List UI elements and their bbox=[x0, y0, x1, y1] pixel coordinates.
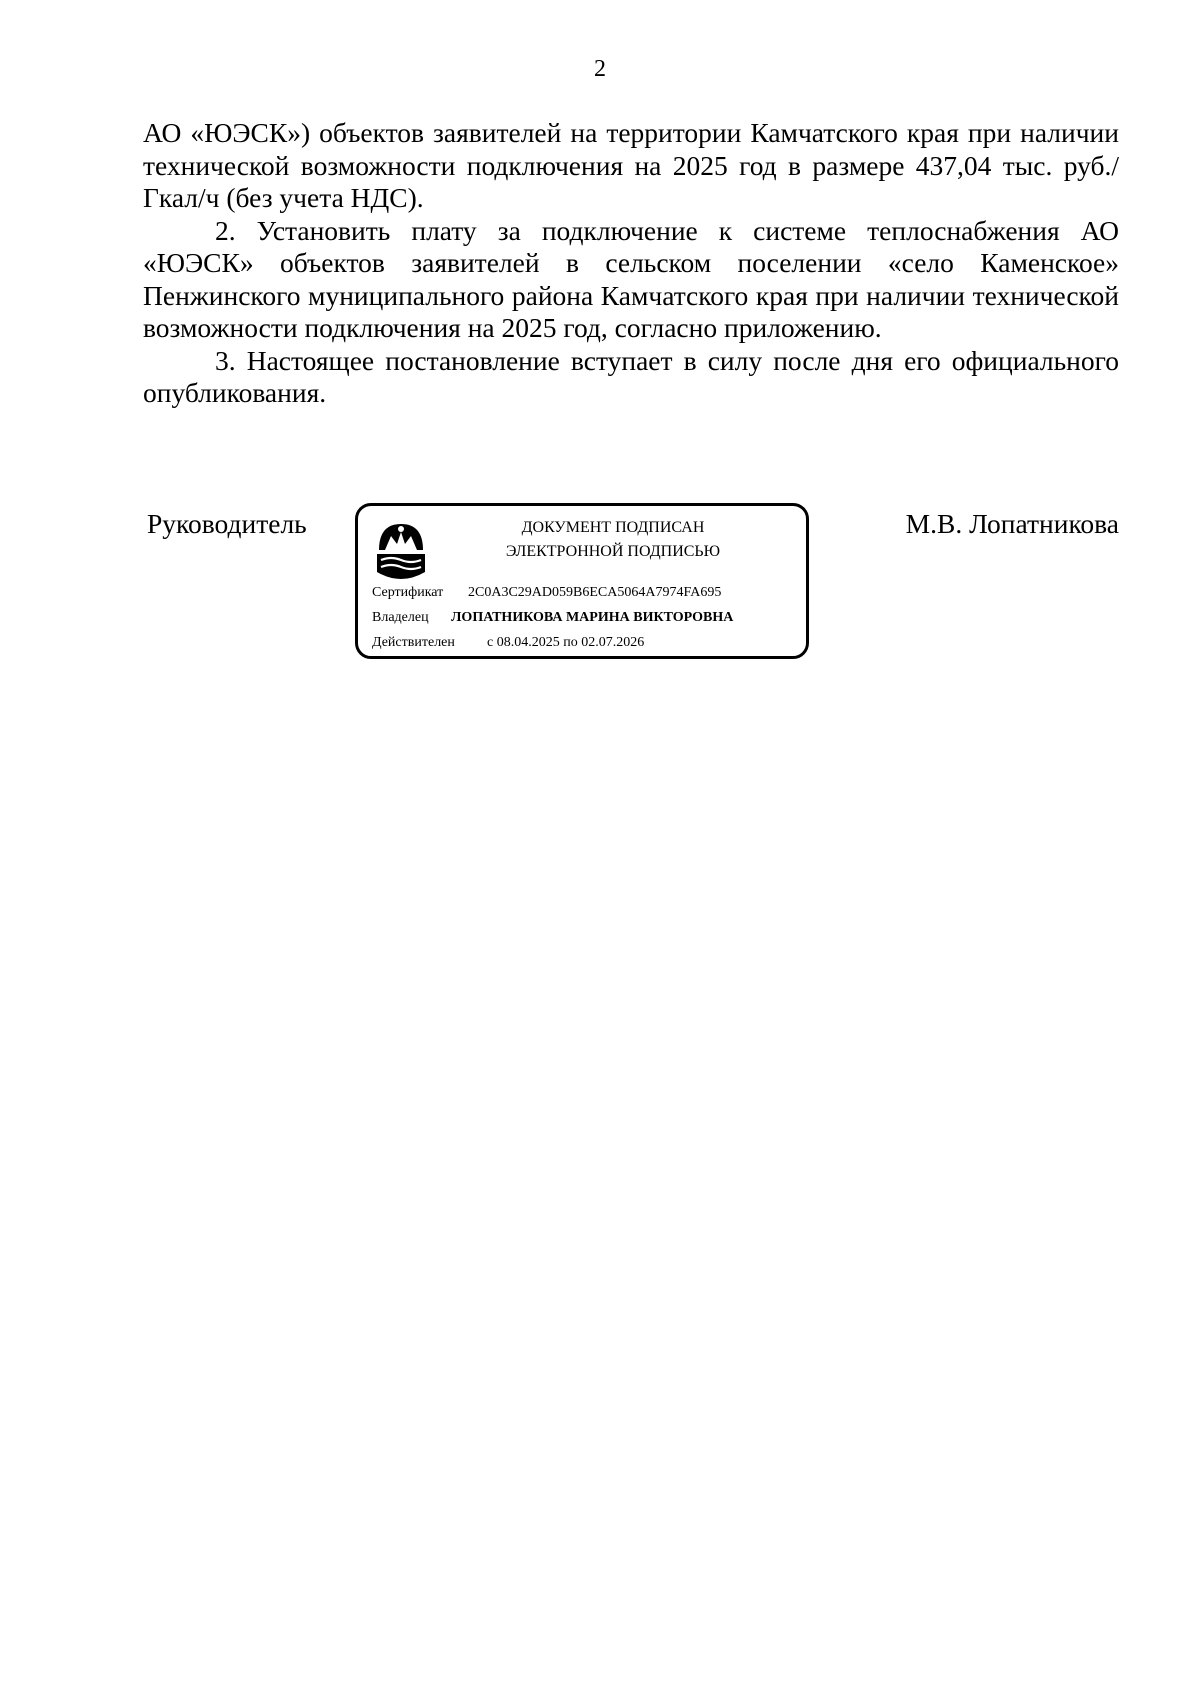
paragraph-2: 2. Установить плату за подключение к системе теплоснабжения АО «ЮЭСК» объектов заявителей в сельском поселении «село Каменское» Пенжинского муниципального района Камчатского края при наличии технической возможности подключения на 2025 год, согласно приложению. bbox=[143, 214, 1119, 343]
validity-value: с 08.04.2025 по 02.07.2026 bbox=[487, 635, 645, 650]
page-number: 2 bbox=[594, 56, 606, 82]
stamp-validity-row bbox=[372, 634, 644, 652]
paragraph-1-continuation: АО «ЮЭСК») объектов заявителей на территории Камчатского края при наличии технической возможности подключения на 2025 год в размере 437,04 тыс. руб./Гкал/ч (без учета НДС). bbox=[143, 117, 1119, 213]
stamp-heading-line-2: ЭЛЕКТРОННОЙ ПОДПИСЬЮ bbox=[505, 543, 721, 560]
paragraph-3: 3. Настоящее постановление вступает в силу после дня его официального опубликования. bbox=[143, 344, 1119, 408]
owner-value: ЛОПАТНИКОВА МАРИНА ВИКТОРОВНА bbox=[451, 610, 734, 625]
coat-of-arms-icon bbox=[375, 520, 427, 584]
signatory-role: Руководитель bbox=[147, 508, 307, 539]
validity-label: Действителен bbox=[372, 635, 455, 650]
stamp-heading bbox=[448, 516, 778, 564]
certificate-label: Сертификат bbox=[372, 585, 444, 600]
owner-label: Владелец bbox=[372, 610, 429, 625]
stamp-certificate-row bbox=[372, 584, 721, 602]
electronic-signature-stamp bbox=[355, 503, 809, 659]
stamp-heading-line-1: ДОКУМЕНТ ПОДПИСАН bbox=[521, 519, 705, 536]
stamp-owner-row bbox=[372, 609, 733, 627]
document-body bbox=[143, 117, 1119, 410]
signatory-name: М.В. Лопатникова bbox=[905, 508, 1119, 539]
certificate-value: 2C0A3C29AD059B6ECA5064A7974FA695 bbox=[468, 585, 722, 600]
